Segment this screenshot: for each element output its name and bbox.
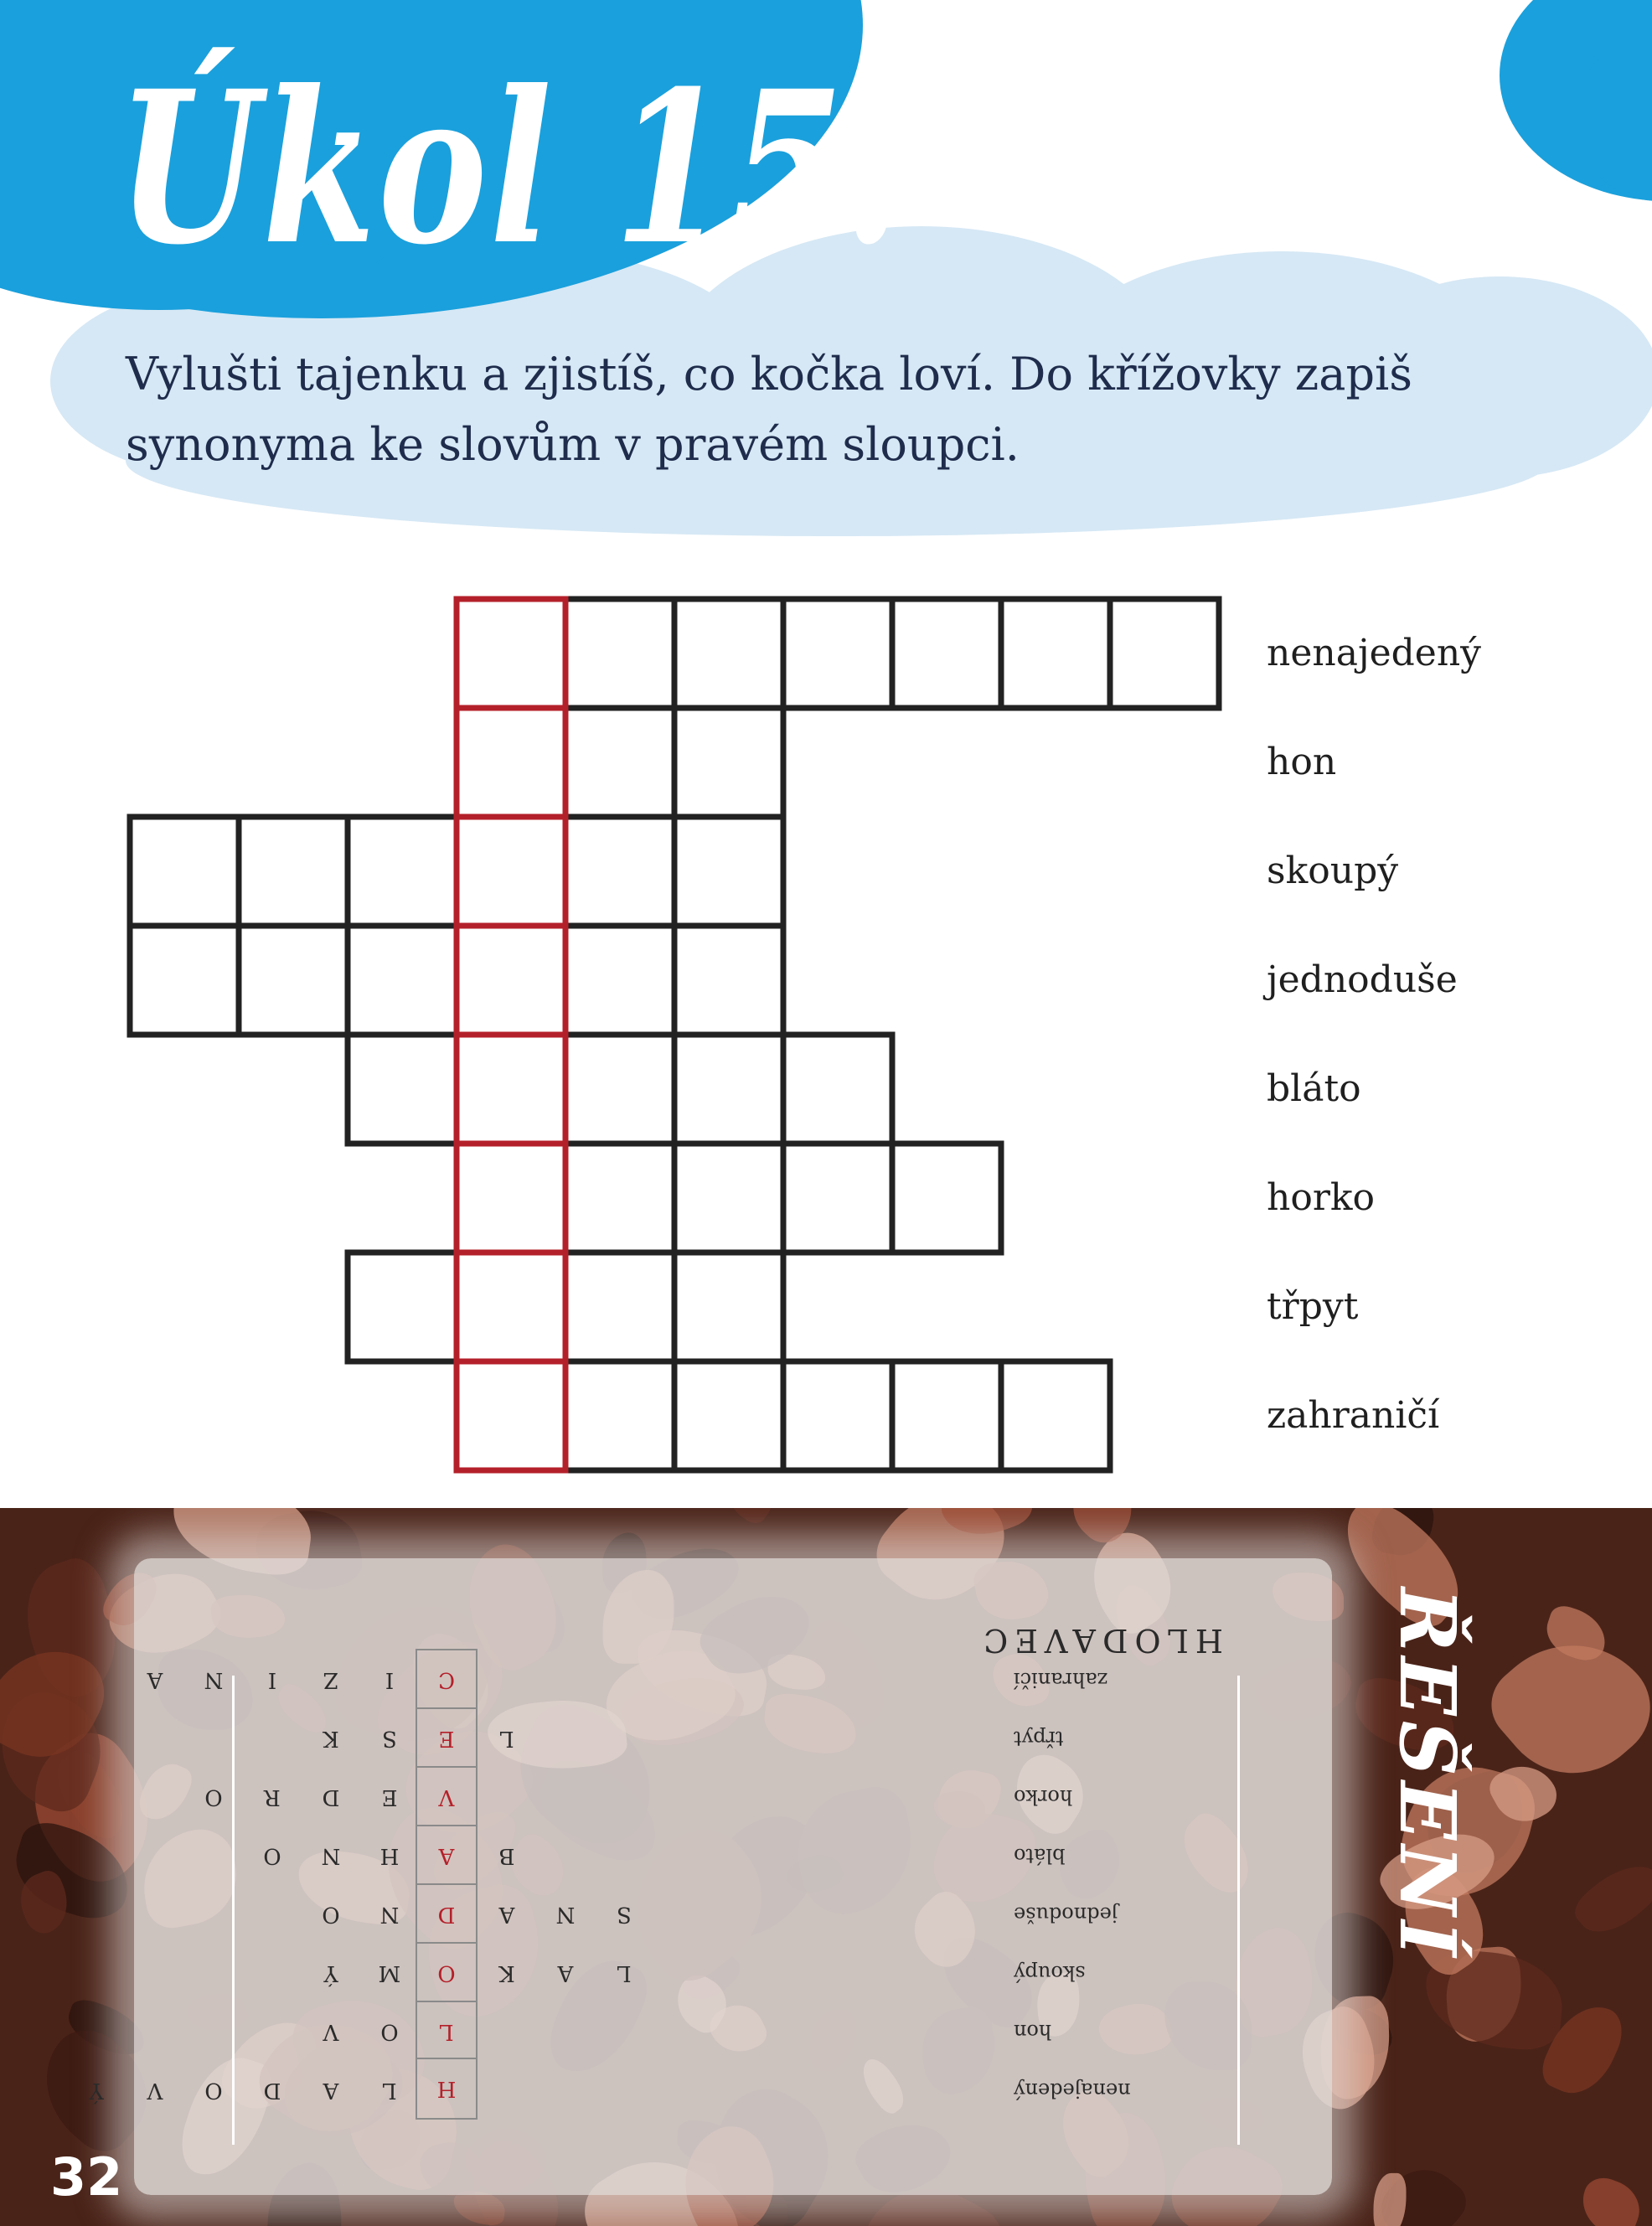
solution-clue: horko (1014, 1785, 1073, 1809)
crossword-cell[interactable] (239, 926, 348, 1035)
crossword-cell[interactable] (565, 708, 674, 817)
solution-letter: D (322, 1784, 340, 1810)
solution-heading: ŘEŠENÍ (1382, 1588, 1473, 1962)
clue-text: skoupý (1267, 850, 1399, 892)
clue-text: jednoduše (1267, 958, 1458, 1001)
crossword-cell[interactable] (565, 599, 674, 708)
solution-letter: N (379, 1902, 400, 1927)
crossword-cell[interactable] (565, 1252, 674, 1361)
crossword-cell[interactable] (783, 1361, 892, 1470)
crossword-cell[interactable] (1001, 599, 1110, 708)
solution-letter: Ý (323, 1960, 338, 1986)
crossword-cell[interactable] (130, 926, 239, 1035)
solution-letter: V (323, 2019, 339, 2044)
solution-letter: E (381, 1784, 398, 1810)
solution-letter: N (204, 1667, 224, 1692)
crossword-cell[interactable] (892, 599, 1001, 708)
solution-key-letter: D (416, 1883, 478, 1944)
secret-cell[interactable] (457, 599, 565, 708)
solution-clue: skoupý (1014, 1961, 1086, 1985)
solution-key-letter: E (416, 1707, 478, 1768)
solution-letter: A (323, 2078, 339, 2103)
solution-section (0, 1508, 1652, 2226)
solution-box (89, 1558, 1332, 2195)
solution-clue: zahraničí (1014, 1668, 1108, 1691)
solution-letter: Ý (89, 2078, 104, 2103)
crossword-cell[interactable] (892, 1144, 1001, 1252)
solution-upside-down (89, 1558, 1332, 2195)
solution-letter: K (498, 1960, 515, 1986)
solution-letter: S (382, 1726, 397, 1751)
crossword-cell[interactable] (130, 817, 239, 926)
solution-divider-left (1237, 1676, 1240, 2145)
crossword-cell[interactable] (674, 926, 783, 1035)
solution-answer: HLODAVEC (977, 1622, 1223, 1659)
solution-letter: O (263, 1843, 281, 1868)
crossword-cell[interactable] (239, 817, 348, 926)
solution-letter: D (263, 2078, 281, 2103)
crossword-cell[interactable] (565, 817, 674, 926)
solution-letter: B (498, 1843, 515, 1868)
crossword-cell[interactable] (674, 599, 783, 708)
crossword-cell[interactable] (348, 817, 457, 926)
solution-letter: S (617, 1902, 632, 1927)
crossword-cell[interactable] (674, 1035, 783, 1144)
solution-key-letter: H (416, 2058, 478, 2120)
solution-letter: A (498, 1902, 515, 1927)
secret-cell[interactable] (457, 1252, 565, 1361)
solution-letter: H (379, 1843, 400, 1868)
solution-letter: O (380, 2019, 399, 2044)
crossword-cell[interactable] (348, 926, 457, 1035)
crossword-cell[interactable] (1001, 1361, 1110, 1470)
solution-letter: V (147, 2078, 163, 2103)
clue-text: zahraničí (1267, 1394, 1440, 1437)
solution-letter: O (322, 1902, 340, 1927)
solution-letter: I (267, 1667, 277, 1692)
solution-key-letter: O (416, 1942, 478, 2002)
clue-text: horko (1267, 1176, 1376, 1219)
crossword-cell[interactable] (1110, 599, 1219, 708)
crossword-cell[interactable] (783, 599, 892, 708)
solution-clue: nenajedený (1014, 2079, 1131, 2102)
crossword-cell[interactable] (565, 1144, 674, 1252)
solution-key-letter: C (416, 1649, 478, 1709)
crossword-cell[interactable] (674, 1361, 783, 1470)
solution-letter: N (555, 1902, 576, 1927)
solution-clue: třpyt (1014, 1727, 1064, 1750)
solution-letter: L (617, 1960, 632, 1986)
clue-text: třpyt (1267, 1285, 1359, 1328)
solution-key-letter: V (416, 1766, 478, 1826)
task-title: Úkol 15: (117, 44, 910, 291)
secret-cell[interactable] (457, 926, 565, 1035)
solution-letter: K (323, 1726, 339, 1751)
task-instructions: Vylušti tajenku a zjistíš, co kočka loví. Do křížovky zapiš synonyma ke slovům v pravém sloupci. (126, 348, 1412, 471)
solution-letter: I (385, 1667, 395, 1692)
crossword-cell[interactable] (565, 926, 674, 1035)
solution-clue: bláto (1014, 1844, 1066, 1867)
page-number: 32 (50, 2146, 123, 2208)
crossword-cell[interactable] (892, 1361, 1001, 1470)
solution-letter: O (204, 1784, 223, 1810)
solution-letter: L (499, 1726, 514, 1751)
solution-letter: L (382, 2078, 397, 2103)
crossword-cell[interactable] (783, 1144, 892, 1252)
crossword-cell[interactable] (674, 1252, 783, 1361)
solution-letter: N (321, 1843, 341, 1868)
crossword-cell[interactable] (348, 1252, 457, 1361)
crossword-cell[interactable] (565, 1361, 674, 1470)
secret-cell[interactable] (457, 1361, 565, 1470)
crossword-cell[interactable] (674, 1144, 783, 1252)
solution-letter: Z (323, 1667, 339, 1692)
solution-clue: hon (1014, 2020, 1052, 2043)
crossword-cell[interactable] (783, 1035, 892, 1144)
solution-letter: O (204, 2078, 223, 2103)
crossword-cell[interactable] (674, 708, 783, 817)
solution-key-letter: L (416, 2001, 478, 2061)
clue-text: hon (1267, 741, 1337, 783)
secret-cell[interactable] (457, 1144, 565, 1252)
solution-clue: jednoduše (1014, 1903, 1118, 1926)
crossword-cell[interactable] (565, 1035, 674, 1144)
solution-key-letter: A (416, 1825, 478, 1885)
crossword-cell[interactable] (348, 1035, 457, 1144)
solution-letter: A (147, 1667, 163, 1692)
secret-cell[interactable] (457, 708, 565, 817)
solution-letter: A (557, 1960, 574, 1986)
clue-text: bláto (1267, 1067, 1361, 1110)
solution-letter: M (378, 1960, 401, 1986)
clue-text: nenajedený (1267, 632, 1482, 674)
secret-cell[interactable] (457, 817, 565, 926)
crossword-cell[interactable] (674, 817, 783, 926)
solution-letter: R (264, 1784, 281, 1810)
secret-cell[interactable] (457, 1035, 565, 1144)
